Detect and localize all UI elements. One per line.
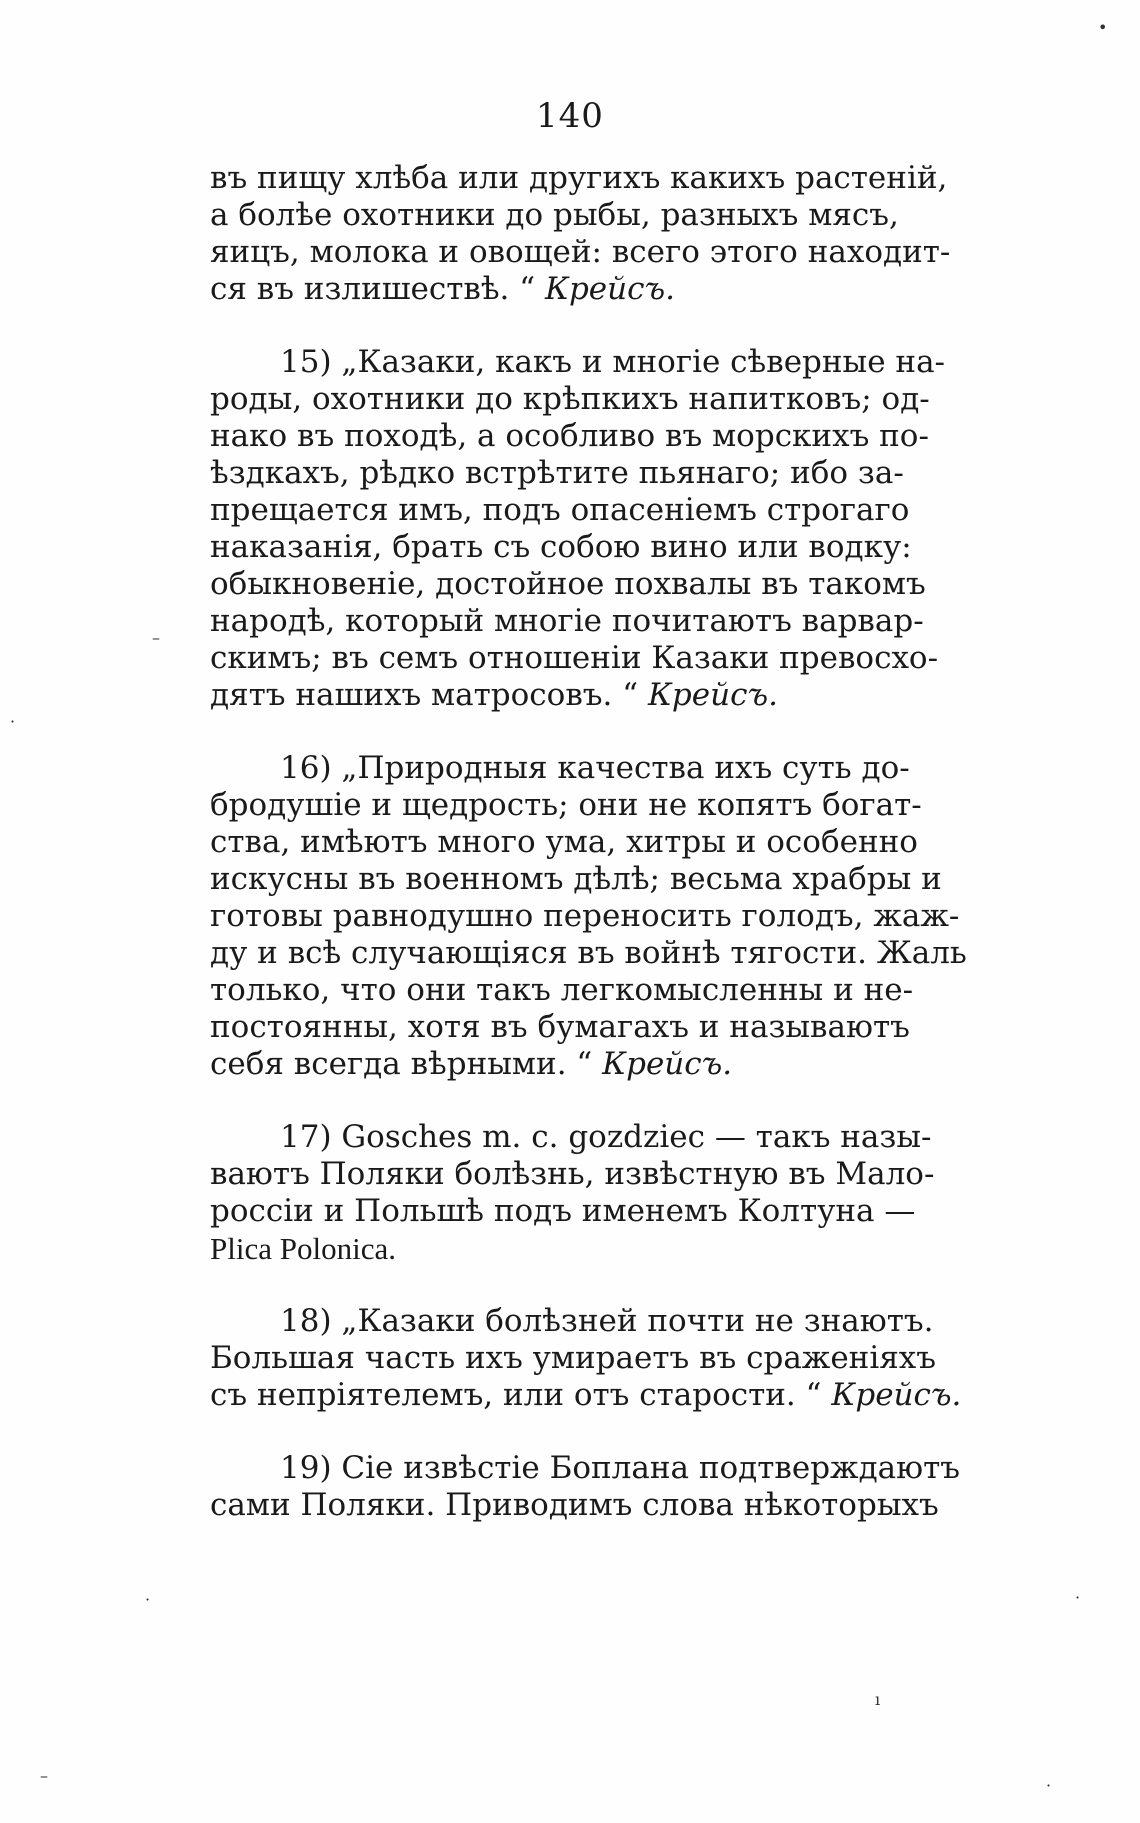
scan-speck: • [1098,18,1108,37]
text-line: ѣздкахъ, рѣдко встрѣтите пьянаго; ибо за- [210,455,904,491]
text-line: 17) Gosches m. c. gozdziec — такъ назы- [280,1119,932,1155]
text-line: наказанія, брать съ собою вино или водку: [210,529,912,565]
text-line: ду и всѣ случающіяся въ войнѣ тягости. Жаль [210,935,967,971]
text-line-content: ся въ излишествѣ. “ [210,271,536,307]
text-line: сами Поляки. Приводимъ слова нѣкоторыхъ [210,1487,939,1523]
text-line: ства, имѣютъ много ума, хитры и особенно [210,824,918,860]
author-attribution: Крейсъ. [831,1377,962,1413]
scan-speck: – [40,1766,48,1785]
text-line: 16) „Природныя качества ихъ суть до- [280,750,910,786]
text-line: обыкновеніе, достойное похвалы въ такомъ [210,566,926,602]
scan-speck: · [1075,1588,1081,1607]
scan-speck: – [152,628,160,647]
scan-speck: ı [875,1690,881,1709]
text-line: готовы равнодушно переносить голодъ, жаж- [210,898,960,934]
text-line: Plica Polonica. [210,1231,396,1266]
text-line: 19) Сіе извѣстіе Боплана подтверждаютъ [280,1450,961,1486]
text-line: россіи и Польшѣ подъ именемъ Колтуна — [210,1193,916,1229]
text-line [210,677,1045,714]
text-line: а болѣе охотники до рыбы, разныхъ мясъ, [210,197,899,233]
scan-speck: · [1046,1776,1052,1795]
text-line: скимъ; въ семъ отношеніи Казаки превосхо- [210,640,939,676]
text-line: искусны въ военномъ дѣлѣ; весьма храбры и [210,861,942,897]
text-line: 18) „Казаки болѣзней почти не знаютъ. [280,1303,934,1339]
paragraph-14-continuation [210,160,1045,308]
paragraph-15 [210,344,1045,714]
text-line: въ пищу хлѣба или другихъ какихъ растеній, [210,160,948,196]
text-line: прещается имъ, подъ опасеніемъ строгаго [210,492,910,528]
paragraph-19 [210,1450,1045,1524]
text-line-content: себя всегда вѣрными. “ [210,1046,593,1082]
scan-speck: · [145,1590,151,1609]
text-line: бродушіе и щедрость; они не копятъ богат- [210,787,922,823]
text-line [210,271,1045,308]
text-line: ваютъ Поляки болѣзнь, извѣстную въ Мало- [210,1156,935,1192]
author-attribution: Крейсъ. [544,271,675,307]
text-line: 15) „Казаки, какъ и многіе сѣверные на- [280,344,946,380]
paragraph-16 [210,750,1045,1083]
author-attribution: Крейсъ. [602,1046,733,1082]
text-line: Большая часть ихъ умираетъ въ сраженіяхъ [210,1340,937,1376]
text-line: народѣ, который многіе почитаютъ варвар- [210,603,924,639]
text-line-content: съ непріятелемъ, или отъ старости. “ [210,1377,822,1413]
text-line: нако въ походѣ, а особливо въ морскихъ по- [210,418,929,454]
text-line [210,1046,1045,1083]
text-line: постоянны, хотя въ бумагахъ и называютъ [210,1009,910,1045]
author-attribution: Крейсъ. [647,677,778,713]
scan-speck: · [10,712,16,731]
paragraph-17 [210,1119,1045,1267]
text-line-content: дятъ нашихъ матросовъ. “ [210,677,639,713]
paragraph-18 [210,1303,1045,1414]
text-line: роды, охотники до крѣпкихъ напитковъ; од- [210,381,930,417]
page-number: 140 [536,96,604,136]
page-text [210,160,1045,1560]
text-line: только, что они такъ легкомысленны и не- [210,972,914,1008]
text-line: яицъ, молока и овощей: всего этого находит- [210,234,951,270]
text-line [210,1377,1045,1414]
